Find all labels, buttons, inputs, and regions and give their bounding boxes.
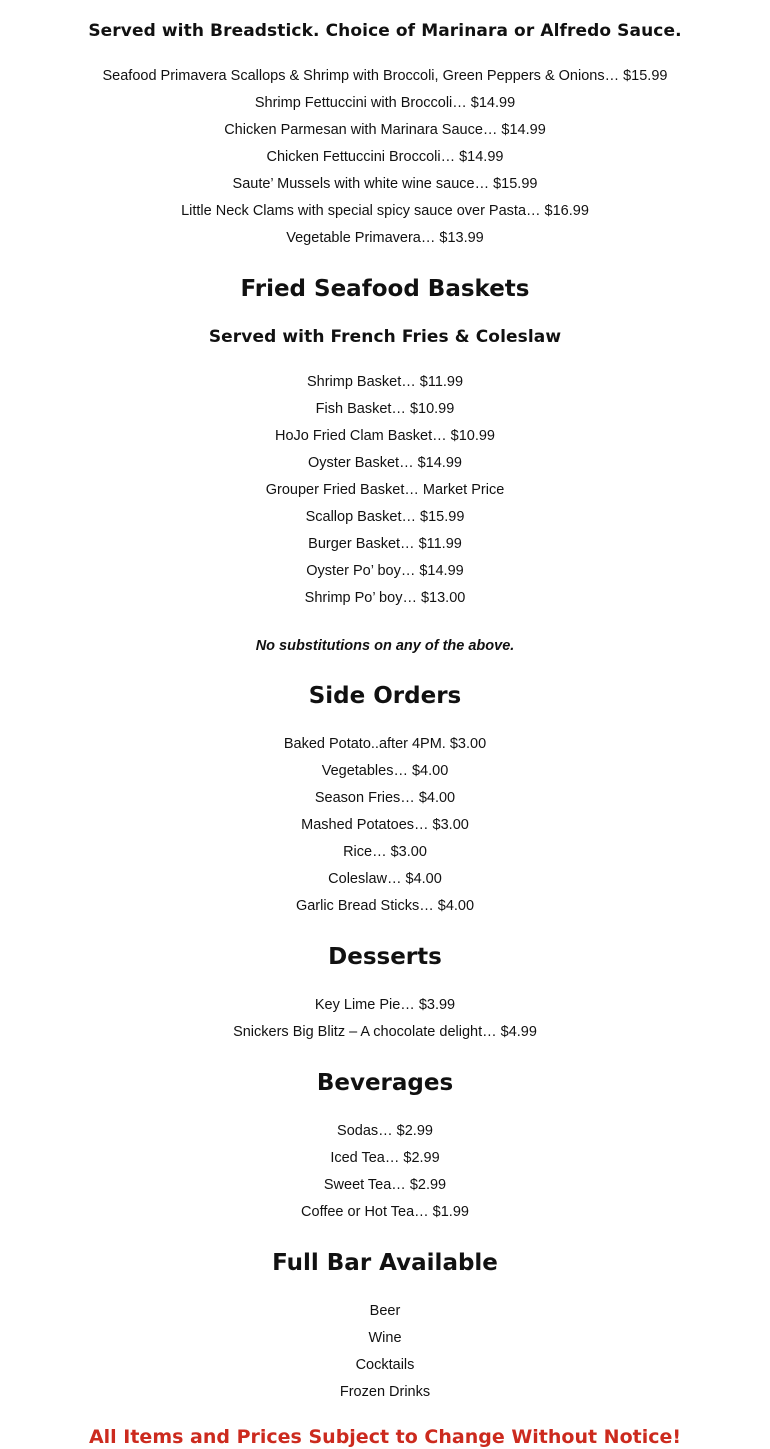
pasta-subtitle: Served with Breadstick. Choice of Marinara or Alfredo Sauce. xyxy=(88,21,682,41)
baskets-title: Fried Seafood Baskets xyxy=(240,276,530,302)
sides-heading-block xyxy=(0,681,770,711)
menu-item: Vegetable Primavera… $13.99 xyxy=(286,230,484,246)
menu-item: Frozen Drinks xyxy=(339,1384,431,1400)
menu-item: Grouper Fried Basket… Market Price xyxy=(265,482,505,498)
substitution-note: No substitutions on any of the above. xyxy=(255,638,515,654)
menu-item: Chicken Fettuccini Broccoli… $14.99 xyxy=(266,149,504,165)
menu-item: Baked Potato..after 4PM. $3.00 xyxy=(283,736,487,752)
baskets-section xyxy=(0,369,770,612)
menu-item: Chicken Parmesan with Marinara Sauce… $14.99 xyxy=(224,122,546,138)
menu-item: Sodas… $2.99 xyxy=(337,1123,433,1139)
menu-item: HoJo Fried Clam Basket… $10.99 xyxy=(274,428,495,444)
menu-item: Garlic Bread Sticks… $4.00 xyxy=(295,898,475,914)
beverages-heading-block xyxy=(0,1068,770,1098)
beverages-item-list xyxy=(0,1118,770,1226)
menu-item: Season Fries… $4.00 xyxy=(314,790,456,806)
price-disclaimer: All Items and Prices Subject to Change Without Notice! xyxy=(88,1426,682,1448)
menu-item: Iced Tea… $2.99 xyxy=(330,1150,440,1166)
menu-item: Shrimp Basket… $11.99 xyxy=(306,374,464,390)
menu-item: Seafood Primavera Scallops & Shrimp with Broccoli, Green Peppers & Onions… $15.99 xyxy=(102,68,668,84)
desserts-title: Desserts xyxy=(328,944,442,970)
menu-item: Sweet Tea… $2.99 xyxy=(323,1177,447,1193)
menu-item: Scallop Basket… $15.99 xyxy=(305,509,465,525)
bar-section xyxy=(0,1298,770,1406)
menu-item: Mashed Potatoes… $3.00 xyxy=(301,817,469,833)
sides-section xyxy=(0,731,770,920)
menu-item: Oyster Basket… $14.99 xyxy=(308,455,462,471)
bar-item-list xyxy=(0,1298,770,1406)
beverages-section xyxy=(0,1118,770,1226)
menu-item: Fish Basket… $10.99 xyxy=(315,401,455,417)
pasta-item-list xyxy=(0,63,770,252)
sides-title: Side Orders xyxy=(308,683,462,709)
menu-item: Rice… $3.00 xyxy=(343,844,427,860)
menu-item: Wine xyxy=(368,1330,402,1346)
bar-heading-block xyxy=(0,1248,770,1278)
sides-item-list xyxy=(0,731,770,920)
pasta-subtitle-block xyxy=(0,19,770,43)
menu-item: Cocktails xyxy=(355,1357,415,1373)
bar-title: Full Bar Available xyxy=(272,1250,498,1276)
menu-item: Coffee or Hot Tea… $1.99 xyxy=(301,1204,469,1220)
baskets-note-block xyxy=(0,635,770,657)
menu-item: Saute’ Mussels with white wine sauce… $15.99 xyxy=(232,176,538,192)
menu-item: Key Lime Pie… $3.99 xyxy=(314,997,456,1013)
desserts-item-list xyxy=(0,992,770,1046)
menu-item: Shrimp Fettuccini with Broccoli… $14.99 xyxy=(254,95,516,111)
menu-item: Burger Basket… $11.99 xyxy=(308,536,462,552)
baskets-subtitle-block xyxy=(0,325,770,349)
desserts-heading-block xyxy=(0,942,770,972)
menu-item: Beer xyxy=(369,1303,401,1319)
menu-item: Coleslaw… $4.00 xyxy=(328,871,442,887)
menu-item: Oyster Po’ boy… $14.99 xyxy=(306,563,464,579)
baskets-subtitle: Served with French Fries & Coleslaw xyxy=(208,327,562,347)
pasta-section xyxy=(0,63,770,252)
menu-item: Little Neck Clams with special spicy sauce over Pasta… $16.99 xyxy=(181,203,589,219)
desserts-section xyxy=(0,992,770,1046)
menu-item: Vegetables… $4.00 xyxy=(321,763,449,779)
beverages-title: Beverages xyxy=(316,1070,454,1096)
menu-item: Snickers Big Blitz – A chocolate delight… $4.99 xyxy=(233,1024,537,1040)
menu-item: Shrimp Po’ boy… $13.00 xyxy=(304,590,466,606)
disclaimer-block xyxy=(0,1425,770,1449)
baskets-heading-block xyxy=(0,274,770,304)
baskets-item-list xyxy=(0,369,770,612)
